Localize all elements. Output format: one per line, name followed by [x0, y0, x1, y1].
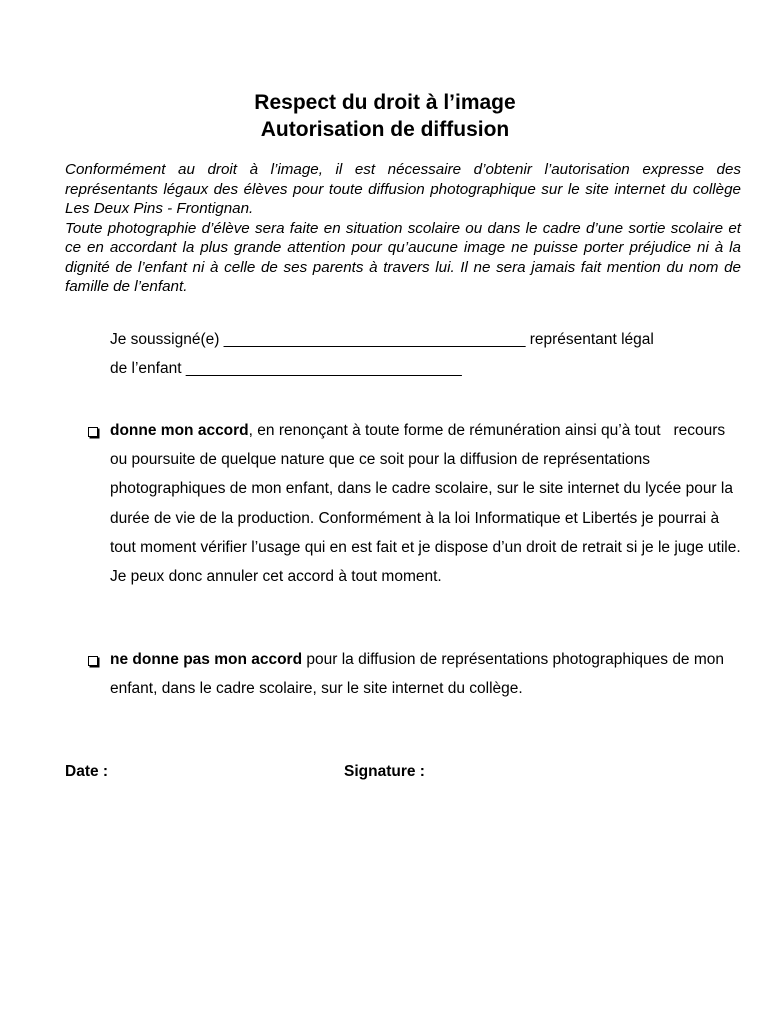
- child-name-line: de l’enfant ________________________________: [110, 360, 462, 377]
- undersigned-line: Je soussigné(e) ___________________________________ représentant légal: [110, 331, 654, 348]
- intro-text: [65, 160, 741, 297]
- refuse-option-text: pour la diffusion de représentations photographiques de mon enfant, dans le cadre scolaire, sur le site internet du collège.: [110, 651, 725, 698]
- accept-option-bold: donne mon accord: [110, 422, 249, 439]
- intro-paragraph-2: Toute photographie d’élève sera faite en situation scolaire ou dans le cadre d’une sortie scolaire et ce en accordant la plus grande attention pour qu’aucune image ne puisse porter préjudice ni à la dignité de l’enfant ni à celle de ses parents à travers lui. Il ne sera jamais fait mention du nom de famille de l’enfant.: [65, 219, 741, 295]
- accept-option-text: , en renonçant à toute forme de rémunération ainsi qu’à tout recours ou poursuite de quelque nature que ce soit pour la diffusion de représentations photographiques de mon enfant, dans le cadre scolaire, sur le site internet du lycée pour la durée de vie de la production. Conformément à la loi Informatique et Libertés je pourrai à tout moment vérifier l’usage qui en est fait et je dispose d’un droit de retrait si je le juge utile. Je peux donc annuler cet accord à tout moment.: [110, 422, 741, 586]
- refuse-checkbox-icon[interactable]: [88, 656, 98, 666]
- refuse-option: [110, 645, 742, 703]
- document-title: Respect du droit à l’image: [254, 91, 516, 114]
- refuse-option-bold: ne donne pas mon accord: [110, 651, 303, 668]
- accept-checkbox-icon[interactable]: [88, 427, 98, 437]
- document-subtitle: Autorisation de diffusion: [260, 118, 510, 141]
- intro-paragraph-1: Conformément au droit à l’image, il est nécessaire d’obtenir l’autorisation expresse des représentants légaux des élèves pour toute diffusion photographique sur le site internet du collège Les Deux Pins - Frontignan.: [65, 161, 741, 217]
- signature-label: Signature :: [344, 763, 425, 780]
- date-label: Date :: [65, 763, 109, 780]
- accept-option: [110, 416, 742, 591]
